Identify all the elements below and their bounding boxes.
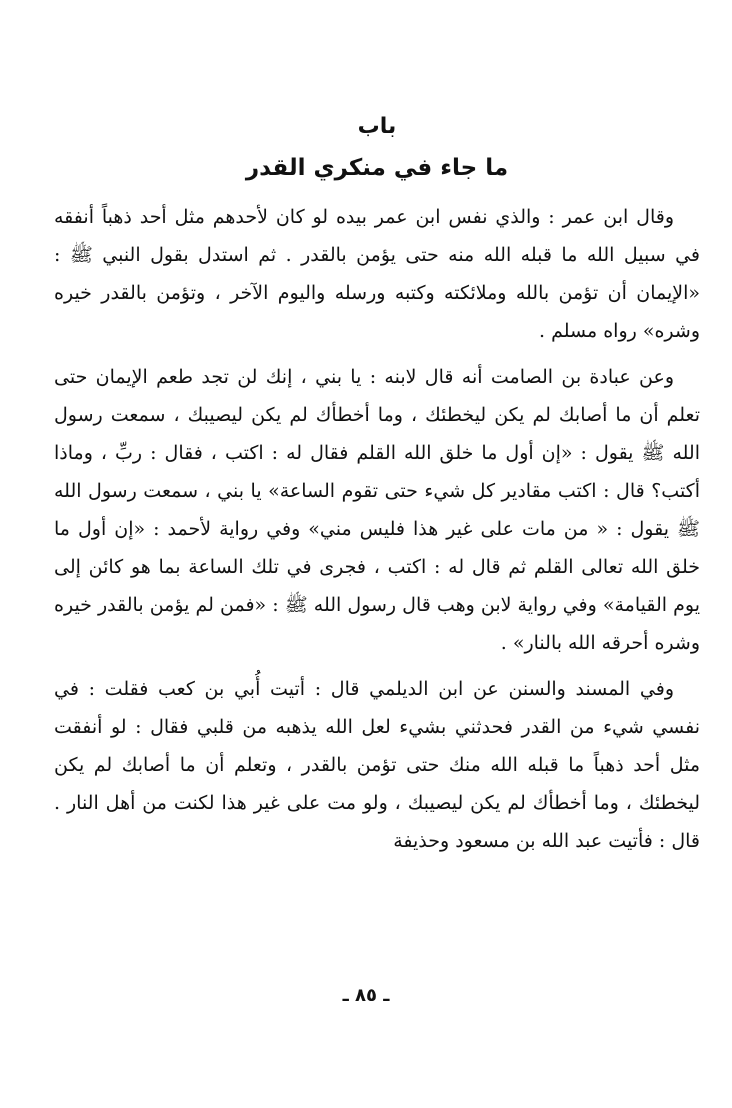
- paragraph-musnad: وفي المسند والسنن عن ابن الديلمي قال : أتيت أُبي بن كعب فقلت : في نفسي شيء من القدر فحدثني بشيء لعل الله يذهبه من قلبي فقال : لو أنفقت مثل أحد ذهباً ما قبله الله منك حتى تؤمن بالقدر ، وتعلم أن ما أصابك لم يكن ليخطئك ، وما أخطأك لم يكن ليصيبك ، ولو مت على غير هذا لكنت من أهل النار . قال : فأتيت عبد الله بن مسعود وحذيفة: [54, 678, 700, 852]
- book-page: [54, 100, 700, 868]
- chapter-title: ما جاء في منكري القدر: [245, 155, 509, 181]
- paragraph-ibn-umar: وقال ابن عمر : والذي نفس ابن عمر بيده لو كان لأحدهم مثل أحد ذهباً أنفقه في سبيل الله ما قبله الله منه حتى يؤمن بالقدر . ثم استدل بقول النبي ﷺ : «الإيمان أن تؤمن بالله وملائكته وكتبه ورسله واليوم الآخر ، وتؤمن بالقدر خيره وشره» رواه مسلم .: [54, 206, 700, 342]
- page-number: ـ ٨٥ ـ: [342, 985, 390, 1006]
- chapter-label: باب: [357, 114, 397, 139]
- paragraph-ubada: وعن عبادة بن الصامت أنه قال لابنه : يا بني ، إنك لن تجد طعم الإيمان حتى تعلم أن ما أصابك لم يكن ليخطئك ، وما أخطأك لم يكن ليصيبك ، سمعت رسول الله ﷺ يقول : «إن أول ما خلق الله القلم فقال له : اكتب ، فقال : ربِّ ، وماذا أكتب؟ قال : اكتب مقادير كل شيء حتى تقوم الساعة» يا بني ، سمعت رسول الله ﷺ يقول : « من مات على غير هذا فليس مني» وفي رواية لأحمد : «إن أول ما خلق الله تعالى القلم ثم قال له : اكتب ، فجرى في تلك الساعة بما هو كائن إلى يوم القيامة» وفي رواية لابن وهب قال رسول الله ﷺ : «فمن لم يؤمن بالقدر خيره وشره أحرقه الله بالنار» .: [54, 366, 700, 654]
